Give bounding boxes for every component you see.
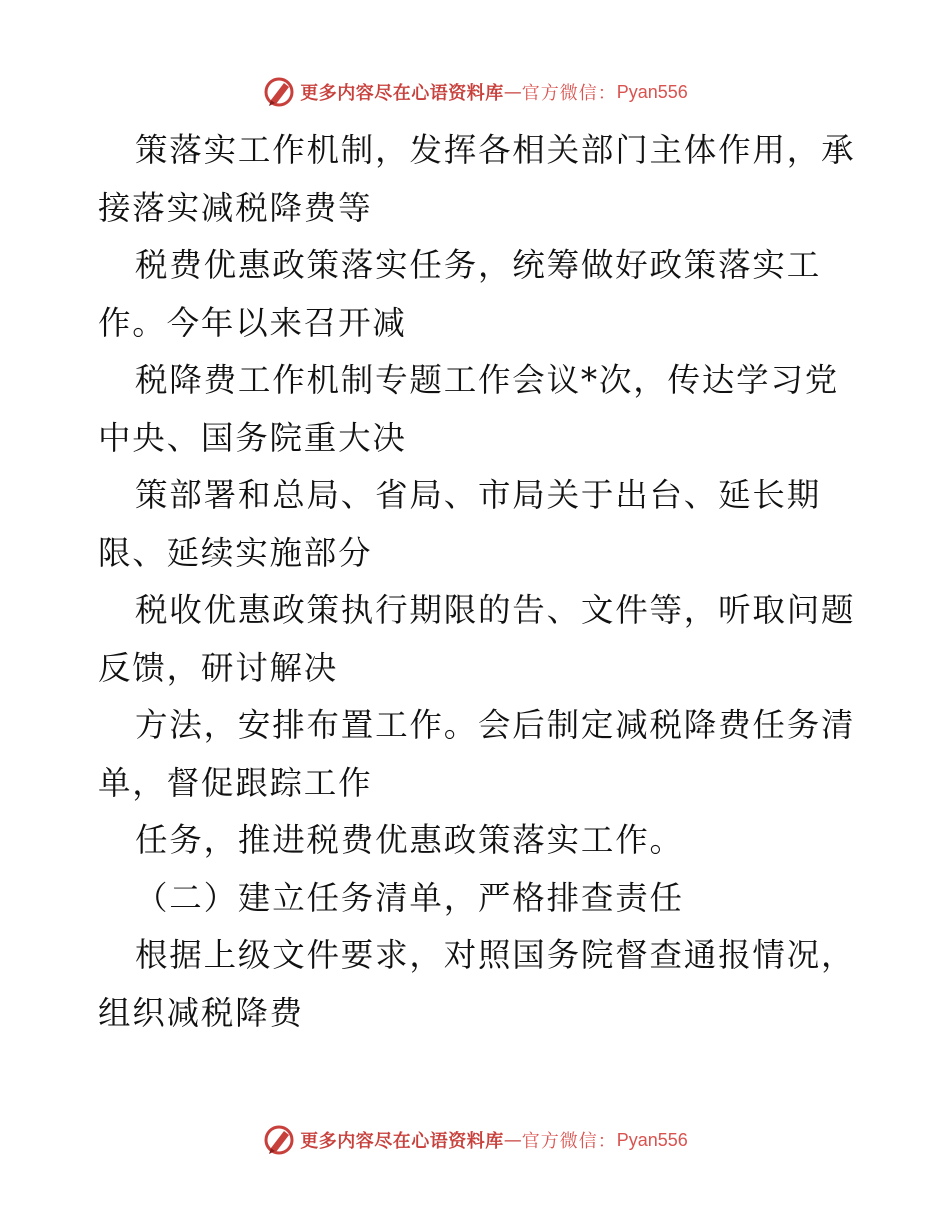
pen-logo-icon [262,1123,296,1157]
body-line: 组织减税降费 [98,993,304,1032]
watermark-wechat-label: 官方微信： [521,1131,617,1152]
body-line: 策落实工作机制，发挥各相关部门主体作用，承 [135,131,856,169]
body-line: 单，督促跟踪工作 [98,763,373,802]
watermark-wechat-label: 官方微信： [521,83,617,104]
footer-watermark [0,1120,950,1160]
section-heading: （二）建立任务清单，严格排查责任 [135,878,684,917]
watermark-separator: — [503,1129,522,1151]
body-line: 任务，推进税费优惠政策落实工作。 [135,821,684,859]
document-body [98,122,858,1042]
body-line: 方法，安排布置工作。会后制定减税降费任务清 [135,706,856,744]
body-line: 反馈，研讨解决 [98,648,339,687]
body-line: 接落实减税降费等 [98,188,373,227]
body-line: 税费优惠政策落实任务，统筹做好政策落实工 [135,246,822,284]
pen-logo-icon [262,75,296,109]
watermark-separator: — [503,81,522,103]
body-line: 限、延续实施部分 [98,533,373,572]
watermark-title: 更多内容尽在心语资料库 [300,1131,504,1152]
watermark-title: 更多内容尽在心语资料库 [300,83,504,104]
body-line: 根据上级文件要求，对照国务院督查通报情况， [135,936,856,974]
header-watermark [0,72,950,112]
body-line: 策部署和总局、省局、市局关于出台、延长期 [135,476,822,514]
body-line: 税收优惠政策执行期限的告、文件等，听取问题 [135,591,856,629]
watermark-wechat-id: Pyan556 [616,1129,688,1150]
watermark-wechat-id: Pyan556 [616,81,688,102]
body-line: 作。今年以来召开减 [98,303,407,342]
body-line: 税降费工作机制专题工作会议*次，传达学习党 [135,361,840,399]
body-line: 中央、国务院重大决 [98,418,407,457]
